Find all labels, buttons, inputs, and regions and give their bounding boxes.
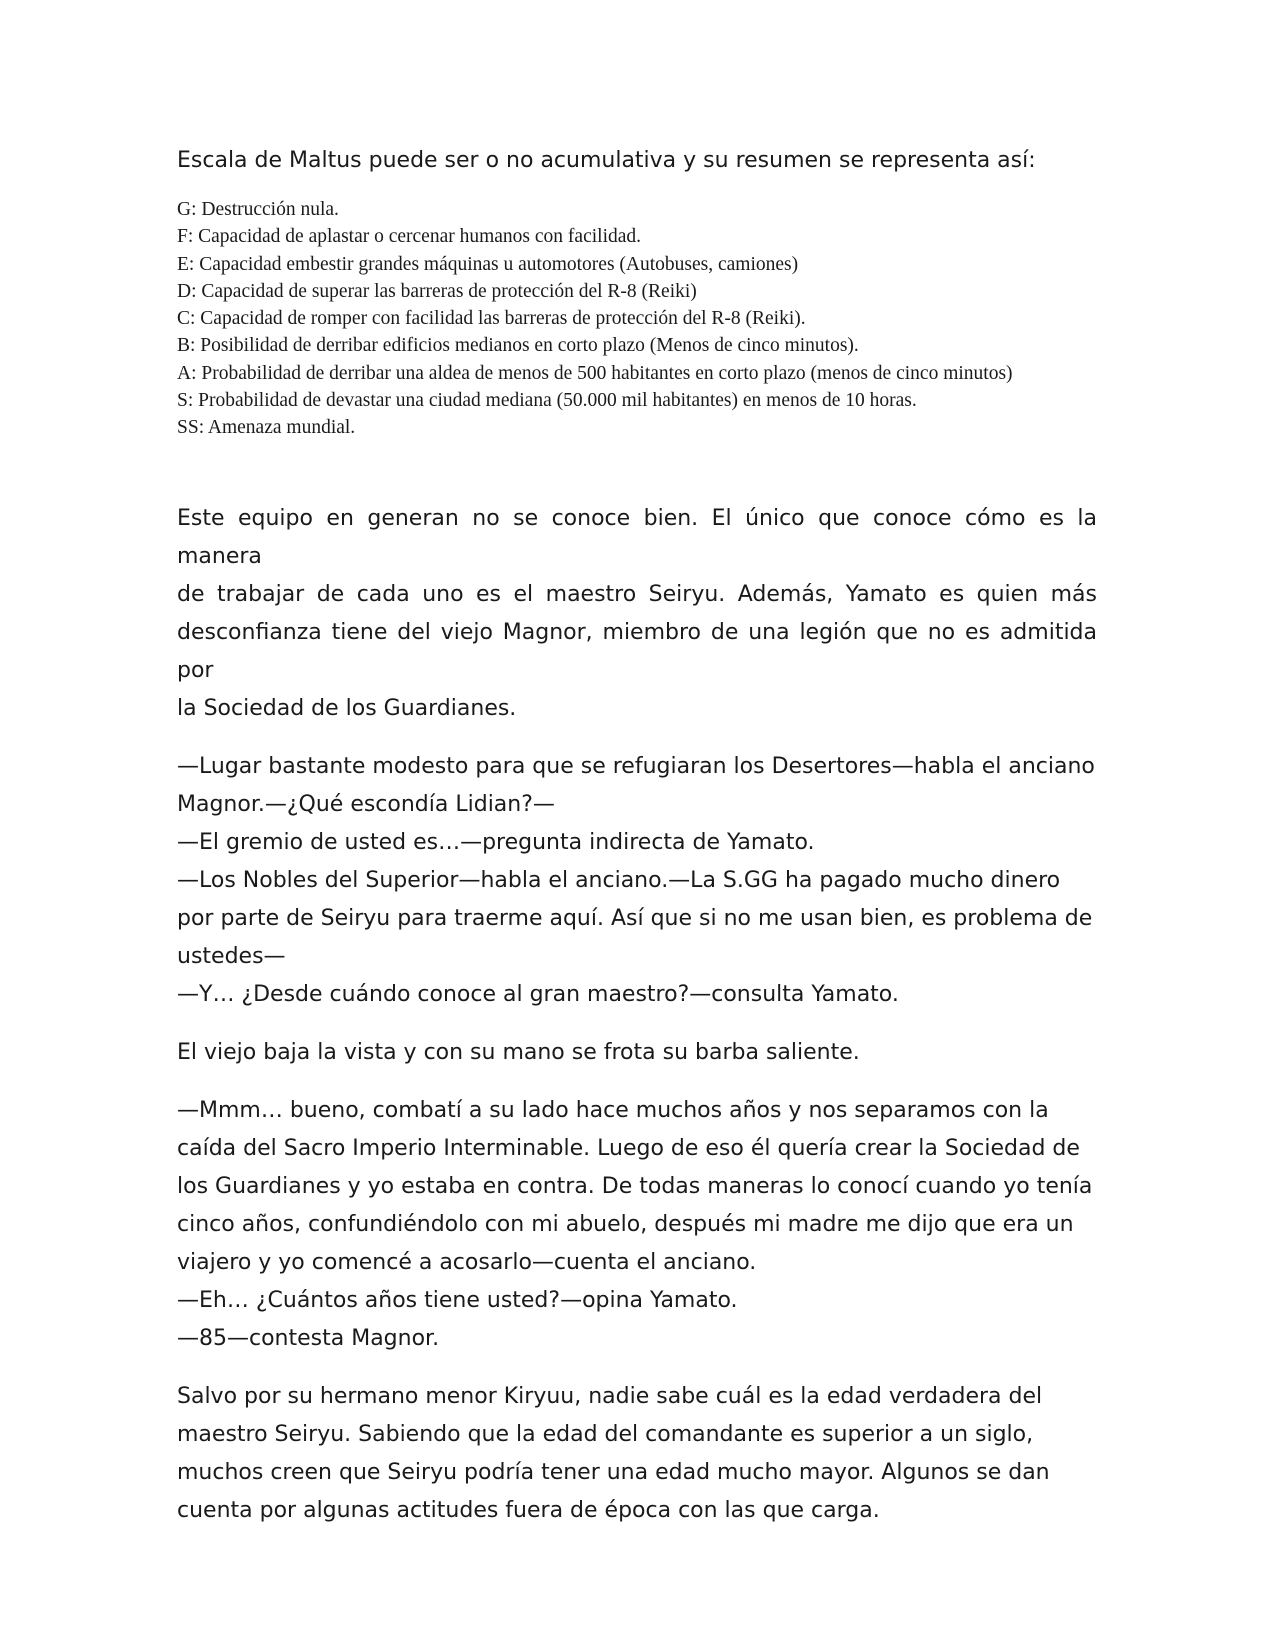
paragraph-line: muchos creen que Seiryu podría tener una edad mucho mayor. Algunos se dan xyxy=(177,1459,1050,1485)
dialogue-line: —85—contesta Magnor. xyxy=(177,1325,440,1351)
dialogue-line: viajero y yo comencé a acosarlo—cuenta el anciano. xyxy=(177,1249,757,1275)
narrative-paragraph-1 xyxy=(177,500,1097,728)
paragraph-line: cuenta por algunas actitudes fuera de época con las que carga. xyxy=(177,1497,880,1523)
dialogue-line: cinco años, confundiéndolo con mi abuelo, después mi madre me dijo que era un xyxy=(177,1211,1074,1237)
dialogue-line: por parte de Seiryu para traerme aquí. Así que si no me usan bien, es problema de xyxy=(177,905,1093,931)
scale-item-b: B: Posibilidad de derribar edificios medianos en corto plazo (Menos de cinco minutos). xyxy=(177,335,859,357)
paragraph-line: Este equipo en generan no se conoce bien. El único que conoce cómo es la manera xyxy=(177,505,1097,569)
dialogue-block-2 xyxy=(177,1092,1097,1358)
dialogue-block-1 xyxy=(177,748,1097,1014)
paragraph-line: de trabajar de cada uno es el maestro Seiryu. Además, Yamato es quien más xyxy=(177,581,1097,607)
dialogue-line: caída del Sacro Imperio Interminable. Luego de eso él quería crear la Sociedad de xyxy=(177,1135,1080,1161)
paragraph-line: El viejo baja la vista y con su mano se frota su barba saliente. xyxy=(177,1039,860,1065)
paragraph-line: la Sociedad de los Guardianes. xyxy=(177,695,517,721)
scale-item-a: A: Probabilidad de derribar una aldea de menos de 500 habitantes en corto plazo (menos de cinco minutos) xyxy=(177,362,1013,384)
scale-item-ss: SS: Amenaza mundial. xyxy=(177,417,356,439)
scale-item-e: E: Capacidad embestir grandes máquinas u automotores (Autobuses, camiones) xyxy=(177,253,799,275)
scale-item-s: S: Probabilidad de devastar una ciudad mediana (50.000 mil habitantes) en menos de 10 horas. xyxy=(177,390,917,412)
dialogue-line: —Eh… ¿Cuántos años tiene usted?—opina Yamato. xyxy=(177,1287,738,1313)
scale-item-d: D: Capacidad de superar las barreras de protección del R-8 (Reiki) xyxy=(177,280,697,302)
paragraph-line: Salvo por su hermano menor Kiryuu, nadie sabe cuál es la edad verdadera del xyxy=(177,1383,1043,1409)
dialogue-line: —Y… ¿Desde cuándo conoce al gran maestro?—consulta Yamato. xyxy=(177,981,899,1007)
dialogue-line: —El gremio de usted es…—pregunta indirecta de Yamato. xyxy=(177,829,815,855)
dialogue-line: los Guardianes y yo estaba en contra. De todas maneras lo conocí cuando yo tenía xyxy=(177,1173,1093,1199)
scale-item-g: G: Destrucción nula. xyxy=(177,199,339,220)
narrative-paragraph-2 xyxy=(177,1034,1097,1072)
dialogue-line: —Mmm… bueno, combatí a su lado hace muchos años y nos separamos con la xyxy=(177,1097,1049,1123)
dialogue-line: ustedes— xyxy=(177,943,286,969)
document-page xyxy=(177,146,1097,1530)
scale-item-c: C: Capacidad de romper con facilidad las barreras de protección del R-8 (Reiki). xyxy=(177,308,806,330)
dialogue-line: Magnor.—¿Qué escondía Lidian?— xyxy=(177,791,555,817)
dialogue-line: —Los Nobles del Superior—habla el anciano.—La S.GG ha pagado mucho dinero xyxy=(177,867,1061,893)
scale-item-f: F: Capacidad de aplastar o cercenar humanos con facilidad. xyxy=(177,226,642,248)
paragraph-line: maestro Seiryu. Sabiendo que la edad del comandante es superior a un siglo, xyxy=(177,1421,1034,1447)
narrative-paragraph-3 xyxy=(177,1378,1097,1530)
scale-heading: Escala de Maltus puede ser o no acumulativa y su resumen se representa así: xyxy=(177,148,1036,173)
dialogue-line: —Lugar bastante modesto para que se refugiaran los Desertores—habla el anciano xyxy=(177,753,1095,779)
maltus-scale-list xyxy=(177,196,1097,442)
paragraph-line: desconfianza tiene del viejo Magnor, miembro de una legión que no es admitida por xyxy=(177,619,1097,683)
